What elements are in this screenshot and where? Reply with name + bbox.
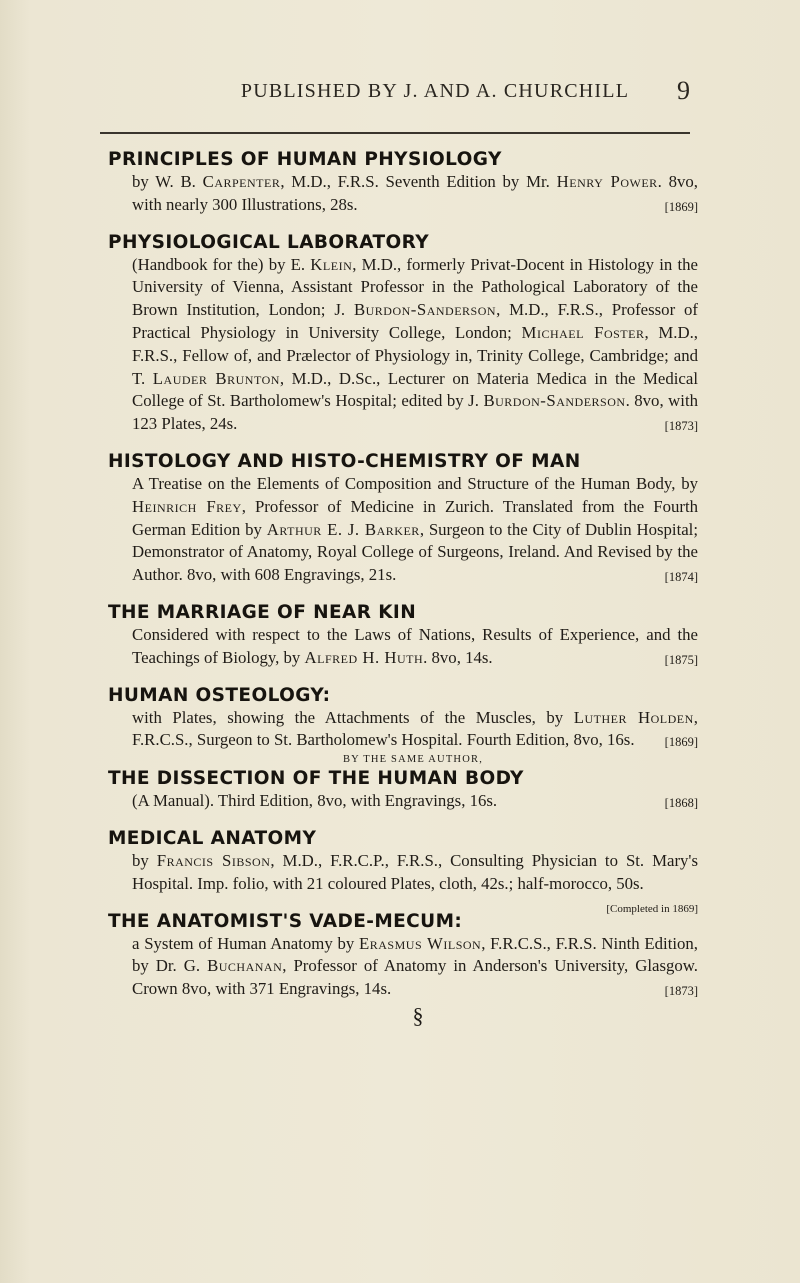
catalogue-entry: [108, 450, 698, 587]
entry-description: by W. B. Carpenter, M.D., F.R.S. Seventh Edition by Mr. Henry Power. 8vo, with nearly 300 Illustrations, 28s. [1869]: [108, 171, 698, 217]
catalogue-entry: [108, 767, 698, 813]
entry-year: [Completed in 1869]: [606, 902, 698, 915]
entry-description: (Handbook for the) by E. Klein, M.D., formerly Privat-Docent in Histology in the University of Vienna, Assistant Professor in the Pathological Laboratory of the Brown Institution, London; J. Burdon-Sanderson, M.D., F.R.S., Professor of Practical Physiology in University College, London; Michael Foster, M.D., F.R.S., Fellow of, and Prælector of Physiology in, Trinity College, Cambridge; and T. Lauder Brunton, M.D., D.Sc., Lecturer on Materia Medica in the Medical College of St. Bartholomew's Hospital; edited by J. Burdon-Sanderson. 8vo, with 123 Plates, 24s. [1873]: [108, 254, 698, 436]
catalogue-entry: [108, 910, 698, 1001]
catalogue-entry: [108, 601, 698, 670]
catalogue-listing: [108, 148, 698, 1029]
entry-title: PHYSIOLOGICAL LABORATORY: [108, 231, 430, 253]
entry-year: [1874]: [664, 570, 698, 585]
entry-title: HUMAN OSTEOLOGY:: [108, 684, 331, 706]
entry-title: THE MARRIAGE OF NEAR KIN: [108, 601, 417, 623]
entry-description: a System of Human Anatomy by Erasmus Wilson, F.R.C.S., F.R.S. Ninth Edition, by Dr. G. Buchanan, Professor of Anatomy in Anderson's University, Glasgow. Crown 8vo, with 371 Engravings, 14s. [1873]: [108, 933, 698, 1001]
catalogue-entry: [108, 827, 698, 915]
signature-mark: §: [412, 1002, 424, 1028]
entry-title: THE DISSECTION OF THE HUMAN BODY: [108, 768, 524, 790]
catalogue-entry: [108, 684, 698, 753]
entry-title: MEDICAL ANATOMY: [108, 827, 317, 849]
entry-title: HISTOLOGY AND HISTO-CHEMISTRY OF MAN: [108, 450, 581, 472]
entry-title: PRINCIPLES OF HUMAN PHYSIOLOGY: [108, 149, 502, 170]
same-author-note: BY THE SAME AUTHOR,: [342, 754, 484, 766]
header-rule: [100, 132, 690, 134]
entry-title: THE ANATOMIST'S VADE-MECUM:: [108, 910, 463, 932]
running-head: PUBLISHED BY J. AND A. CHURCHILL: [240, 80, 630, 102]
entry-year: [1868]: [664, 796, 698, 811]
entry-description: A Treatise on the Elements of Composition and Structure of the Human Body, by Heinrich Frey, Professor of Medicine in Zurich. Translated from the Fourth German Edition by Arthur E. J. Barker, Surgeon to the City of Dublin Hospital; Demonstrator of Anatomy, Royal College of Surgeons, Ireland. And Revised by the Author. 8vo, with 608 Engravings, 21s. [1874]: [108, 473, 698, 587]
entry-description: (A Manual). Third Edition, 8vo, with Engravings, 16s. [1868]: [108, 790, 698, 813]
entry-year: [1869]: [664, 735, 698, 750]
entry-description: by Francis Sibson, M.D., F.R.C.P., F.R.S., Consulting Physician to St. Mary's Hospital. Imp. folio, with 21 coloured Plates, cloth, 42s.; half-morocco, 50s. [Completed in 1869]: [108, 850, 698, 896]
page-header: [100, 76, 690, 130]
catalogue-entry: [108, 231, 698, 436]
entry-description: Considered with respect to the Laws of Nations, Results of Experience, and the Teachings of Biology, by Alfred H. Huth. 8vo, 14s. [1875]: [108, 624, 698, 670]
entry-year: [1873]: [664, 984, 698, 999]
entry-year: [1873]: [664, 419, 698, 434]
entry-description: with Plates, showing the Attachments of the Muscles, by Luther Holden, F.R.C.S., Surgeon to St. Bartholomew's Hospital. Fourth Edition, 8vo, 16s. [1869]: [108, 707, 698, 753]
entry-year: [1875]: [664, 652, 698, 667]
page-number: 9: [677, 76, 690, 105]
catalogue-entry: [108, 148, 698, 217]
entry-year: [1869]: [664, 199, 698, 214]
